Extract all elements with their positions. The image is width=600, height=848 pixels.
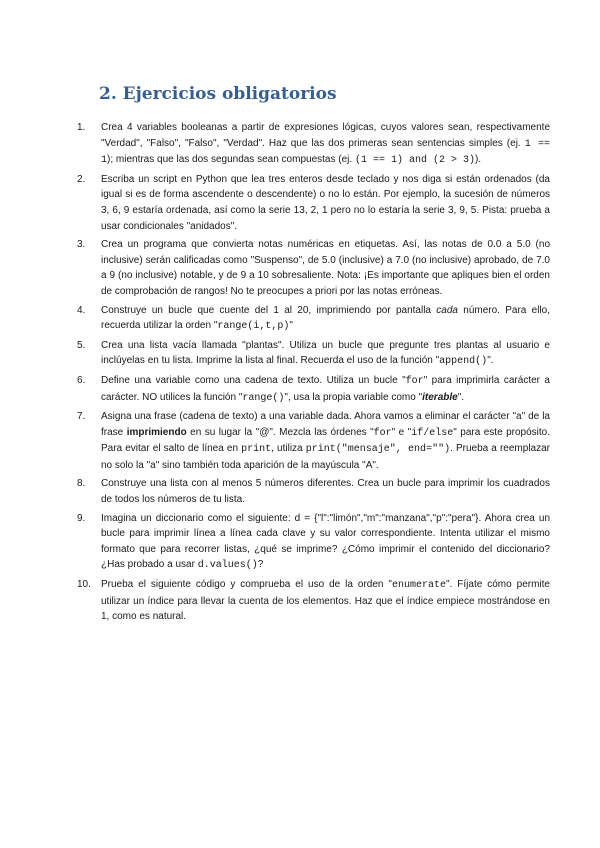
code-snippet: append() [439,356,488,368]
code-snippet: (1 == 1) and (2 > 3) [354,155,475,167]
exercise-text: Imagina un diccionario como el siguiente: d = {"l":"limón","m":"manzana","p":"pera"}. Ahora crea un bucle para imprimir línea a línea cada clave y su valor correspondiente. Intenta utilizar el mismo formato que para recorrer listas, ¿qué se imprime? ¿Cómo imprimir el contenido del diccionario? ¿Has probado a usar [101,512,550,571]
exercise-item-3 [77,237,550,299]
exercise-number: 3. [77,239,86,251]
bold-text: imprimiendo [126,426,187,438]
code-snippet: range() [242,392,285,404]
exercise-text: en su lugar la "@". Mezcla las órdenes " [186,426,374,438]
exercise-text: Crea una lista vacía llamada "plantas". Utiliza un bucle que pregunte tres plantas al usuario e inclúyelas en tu lista. Imprime la lista al final. Recuerda el uso de la función " [101,339,550,367]
code-snippet: 1 == 1 [101,138,550,167]
emphasis-text: cada [436,304,458,316]
exercise-text: " e " [391,426,412,438]
exercise-text: ". [487,355,494,367]
exercise-text: ". [457,391,465,403]
code-snippet: for [373,427,392,439]
exercise-number: 9. [77,512,86,524]
exercise-text: ". Fíjate cómo permite utilizar un índice para llevar la cuenta de los elementos. Haz que el índice empiece mostrándose en 1, como es natural. [101,579,550,623]
code-snippet: if/else [411,427,454,439]
exercise-text: número. Para ello, recuerda utilizar la orden " [101,304,550,332]
exercise-text: Construye un bucle que cuente del 1 al 20, imprimiendo por pantalla [101,304,437,316]
exercise-item-1 [77,120,550,169]
exercise-list [77,120,550,628]
exercise-text: Crea un programa que convierta notas numéricas en etiquetas. Así, las notas de 0.0 a 5.0 (no inclusive) serán calificadas como "Suspenso", de 5.0 (inclusive) a 7.0 (no inclusive) aprobado, de 7.0 a 9 (no inclusive) notable, y de 9 a 10 sobresaliente. Nota: ¡Es importante que apliques bien el orden de comprobación de rangos! No te preocupes a priori por las notas erróneas. [101,239,550,297]
exercise-text: , utiliza [271,443,306,455]
exercise-text: . Prueba a reemplazar no solo la "a" sino también toda aparición de la mayúscula "A". [101,443,550,471]
code-snippet: print("mensaje", end="") [305,444,451,456]
code-snippet: d.values() [197,560,258,572]
exercise-text: ). [474,154,482,166]
emphasis-text: iterable [422,391,458,403]
code-snippet: for [405,375,424,387]
exercise-number: 7. [77,411,86,423]
exercise-number: 6. [77,374,86,386]
exercise-text: Crea 4 variables booleanas a partir de expresiones lógicas, cuyos valores sean, respectivamente "Verdad", "Falso", "Falso", "Verdad". Haz que las dos primeras sean sentencias simples (ej. [101,122,550,149]
exercise-text: ); mientras que las dos segundas sean compuestas (ej. [107,154,355,166]
exercise-text: " [289,320,293,332]
exercise-number: 2. [77,173,86,185]
exercise-number: 5. [77,339,86,351]
exercise-text: Construye una lista con al menos 5 números diferentes. Crea un bucle para imprimir los cuadrados de todos los números de tu lista. [101,478,550,506]
exercise-number: 4. [77,304,86,316]
exercise-item-8 [77,476,550,507]
exercise-text: " para imprimirla carácter a carácter. NO utilices la función " [101,374,550,403]
exercise-item-5 [77,338,550,370]
exercise-text: Define una variable como una cadena de texto. Utiliza un bucle " [101,374,406,386]
section-heading: 2. Ejercicios obligatorios [99,84,337,104]
exercise-text: ", usa la propia variable como " [284,391,423,403]
exercise-text: Asigna una frase (cadena de texto) a una variable dada. Ahora vamos a eliminar el carácter "a" de la frase [101,411,550,438]
exercise-text: " para este propósito. Para evitar el salto de línea en [101,426,551,455]
exercise-item-10 [77,577,550,625]
exercise-number: 8. [77,478,86,490]
exercise-text: Escriba un script en Python que lea tres enteros desde teclado y nos diga si están ordenados (da igual si es de forma ascendente o descendente) o no lo están. Por ejemplo, la sucesión de números 3, 6, 9 estaría ordenada, así como la serie 13, 2, 1 pero no lo estaría la serie 3, 9, 5. Pista: prueba a usar condicionales "anidados". [101,173,550,232]
exercise-text: ? [257,559,264,571]
exercise-text: Prueba el siguiente código y comprueba el uso de la orden " [101,579,392,591]
exercise-item-7 [77,409,550,473]
exercise-number: 1. [77,122,86,133]
code-snippet: enumerate [391,580,446,592]
exercise-item-2 [77,172,550,234]
exercise-number: 10. [77,579,91,591]
exercise-item-6 [77,373,550,406]
code-snippet: range(i,t,p) [217,321,290,333]
code-snippet: print [241,444,272,456]
exercise-item-9 [77,511,550,574]
exercise-item-4 [77,303,550,335]
